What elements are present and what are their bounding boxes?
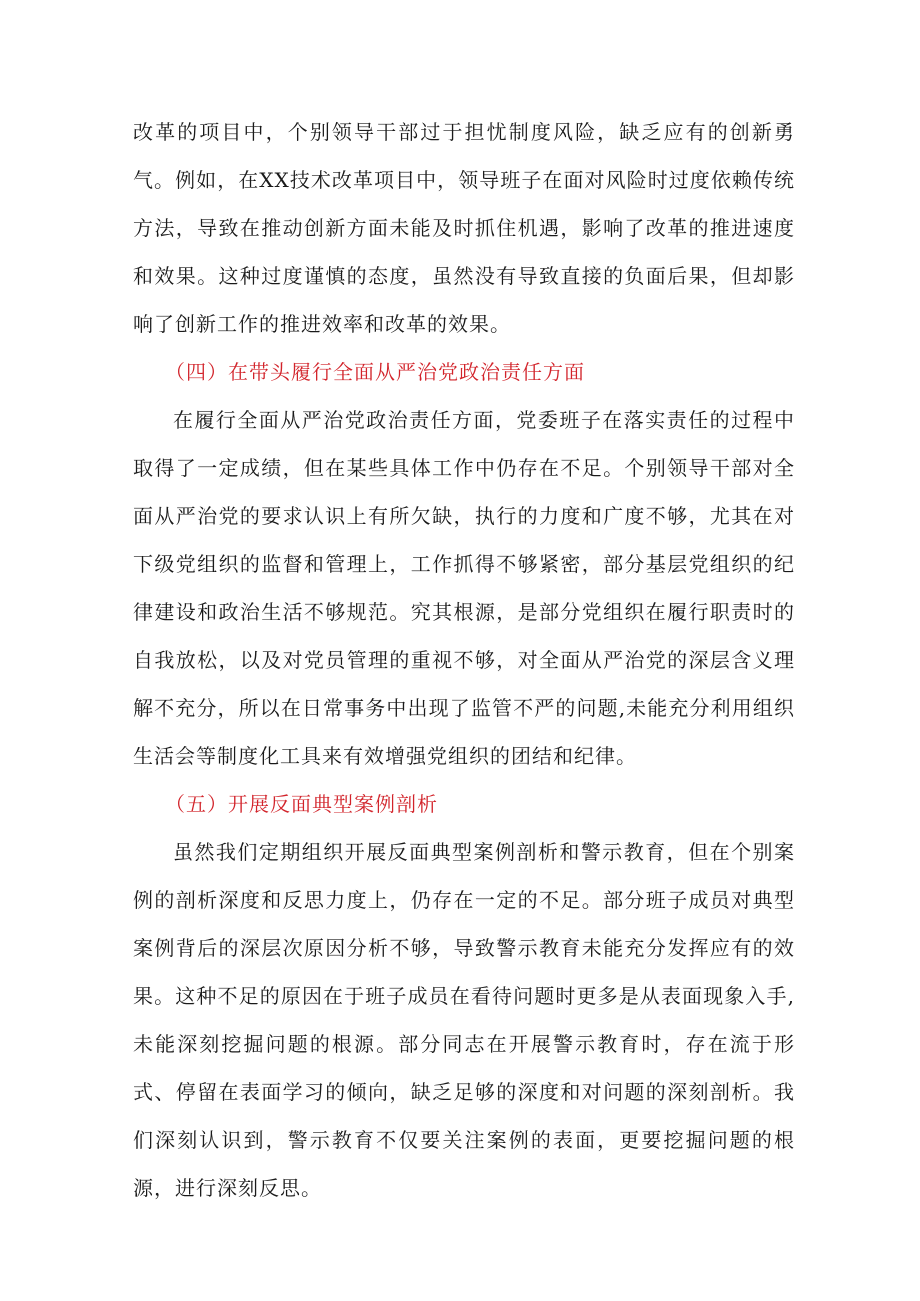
- document-body: [133, 108, 795, 1212]
- section-heading-4: （四）在带头履行全面从严治党政治责任方面: [165, 360, 585, 384]
- section-heading-5: （五）开展反面典型案例剖析: [165, 792, 438, 816]
- body-paragraph-3: 虽然我们定期组织开展反面典型案例剖析和警示教育，但在个别案例的剖析深度和反思力度上，仍存在一定的不足。部分班子成员对典型案例背后的深层次原因分析不够，导致警示教育未能充分发挥应有的效果。这种不足的原因在于班子成员在看待问题时更多是从表面现象入手,未能深刻挖掘问题的根源。部分同志在开展警示教育时，存在流于形式、停留在表面学习的倾向，缺乏足够的深度和对问题的深刻剖析。我们深刻认识到，警示教育不仅要关注案例的表面，更要挖掘问题的根源，进行深刻反思。: [133, 840, 795, 1200]
- body-paragraph-1: 改革的项目中，个别领导干部过于担忧制度风险，缺乏应有的创新勇气。例如，在XX技术改革项目中，领导班子在面对风险时过度依赖传统方法，导致在推动创新方面未能及时抓住机遇，影响了改革的推进速度和效果。这种过度谨慎的态度，虽然没有导致直接的负面后果，但却影响了创新工作的推进效率和改革的效果。: [133, 120, 795, 336]
- body-paragraph-2: 在履行全面从严治党政治责任方面，党委班子在落实责任的过程中取得了一定成绩，但在某些具体工作中仍存在不足。个别领导干部对全面从严治党的要求认识上有所欠缺，执行的力度和广度不够，尤其在对下级党组织的监督和管理上，工作抓得不够紧密，部分基层党组织的纪律建设和政治生活不够规范。究其根源，是部分党组织在履行职责时的自我放松，以及对党员管理的重视不够，对全面从严治党的深层含义理解不充分，所以在日常事务中出现了监管不严的问题,未能充分利用组织生活会等制度化工具来有效增强党组织的团结和纪律。: [133, 408, 795, 768]
